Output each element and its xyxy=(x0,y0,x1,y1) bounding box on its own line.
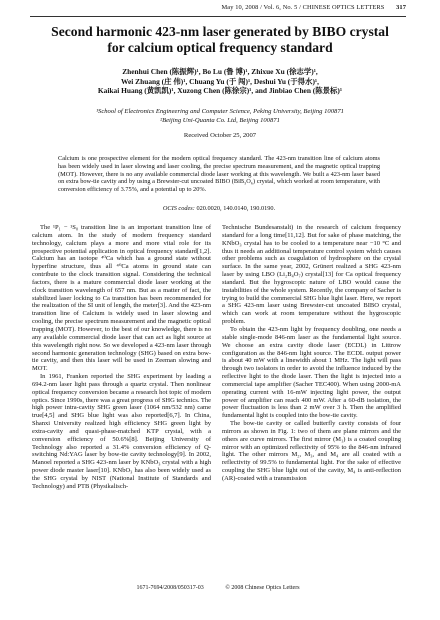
received-date: Received October 25, 2007 xyxy=(183,132,257,139)
ocis-codes xyxy=(58,205,380,213)
paragraph: Technische Bundesanstalt) in the research of calcium frequency standard for a long time[11,12]. But for sake of phase matching, the KNbO₃ crystal has to be cooled to a temperature near −10 °C and thus it needs an additional temperature control system which causes other problems such as coagulation of hydrosphere on the crystal surface. In the same year, 2002, Grünert realized a SHG 423-nm laser by using LBO (Li₂B₄O₇) crystal[13] for Ca optical frequency standard. But the hygroscopic nature of LBO would cause the instabilities of the whole system. Recently, the company of Sacher is trying to build the commercial SHG blue light laser. Here, we report a SHG 423-nm laser using Brewster-cut uncoated BIBO crystal, which can work at room temperature without the hygroscopic problem. xyxy=(222,224,401,326)
ocis-values: 020.0020, 140.0140, 190.0190. xyxy=(196,205,276,212)
page-number: 317 xyxy=(396,4,406,11)
author-line-3: Kaikai Huang (黄凯凯)¹, Xuzong Chen (陈徐宗)¹, and Jinbiao Chen (陈景标)¹ xyxy=(97,86,343,96)
running-header xyxy=(30,4,406,16)
paragraph: The bow-tie cavity or called butterfly cavity consists of four mirrors as shown in Fig. 1: two of them are plane mirrors and the others are curve mirrors. The first mirror (M₁) is a coated coupling mirror with an optimized reflectivity of 95% to the 846-nm infrared light. The other mirrors M₂, M₃, and M₄ are all coated with a reflectivity of 99.5% to fundamental light. For the sake of effective coupling the SHG blue light out of the cavity, M₄ is anti-reflection (AR)-coated with a transmission xyxy=(222,420,401,482)
paragraph: In 1961, Franken reported the SHG experiment by leading a 694.2-nm laser light pass through a quartz crystal. Then nonlinear optical frequency conversion became a research hot topic of modern optics. Since 1990s, there was a great progress of SHG technics. The high power intra-cavity SHG green laser (1064 nm/532 nm) came true[4,5] and SHG blue light was also reported[6,7]. In China, Shanxi University realized high efficiency SHG green light by extra-cavity and quasi-phase-matched KTP crystal, with a conversion efficiency of 50.6%[8]. Beijing University of Technology also reported a 31.4% conversion efficiency of Q-switching Nd:YAG laser by bow-tie cavity technology[9]. In 2002, Manoel reported a SHG 423-nm laser by KNbO₃ crystal with a high power diode master laser[10]. KNbO₃ has also been widely used as the SHG crystal by NIST (National Institute of Standards and Technology) and PTB (Physikalisch- xyxy=(32,373,211,490)
author-list xyxy=(40,67,400,96)
author-line-2: Wei Zhuang (庄 伟)¹, Chuang Yu (于 闯)¹, Deshui Yu (于得水)¹, xyxy=(121,76,319,86)
footer-code: 1671-7694/2008/050317-03 xyxy=(136,585,204,591)
paper-title xyxy=(30,24,410,56)
page-footer xyxy=(30,585,406,591)
paragraph: The ¹P₁ − ¹S₀ transition line is an important transition line of calcium atom. In the study of modern frequency standard technology, calcium plays a more and more vital role for its prospective potential application in optical frequency standard[1,2]. Calcium has an isotope ⁴⁰Ca which has a ground state without hyperfine structure, thus all ⁴⁰Ca atoms in ground state can contribute to the clock transition signal. Considering the technical factors, there is a mature commercial diode laser working at the clock transition wavelength of 657 nm. But as a matter of fact, the stabilized laser locking to Ca transition has been recommended for the realization of the SI unit of length, the meter[3]. And the 423-nm transition line of Calcium is widely used in laser slowing and cooling, the precise spectrum measurement and the magnetic optical trapping (MOT). However, to the best of our knowledge, there is no any available commercial diode laser that can act as light source at this wavelength right now. So we developed a 423-nm laser through second harmonic generation technology (SHG) based on extra bow-tie cavity, and then this laser will be used in Zeeman slowing and MOT. xyxy=(32,224,211,373)
ocis-label: OCIS codes: xyxy=(162,205,195,212)
title-line-1: Second harmonic 423-nm laser generated by BIBO crystal xyxy=(51,24,389,39)
affiliation-1: ¹School of Electronics Engineering and Computer Science, Peking University, Beijing 100871 xyxy=(96,108,344,115)
left-column xyxy=(32,224,211,491)
author-line-1: Zhenhui Chen (陈振辉)¹, Bo Lu (鲁 博)¹, Zhixue Xu (徐志学)¹, xyxy=(122,67,318,76)
abstract: Calcium is one prospective element for the modern optical frequency standard. The 423-nm transition line of calcium atoms has been widely used in laser slowing and laser cooling, the precise spectrum measurement, and the magnetic optical trapping (MOT). However, there is no any available commercial diode laser working at this wavelength. We built a 423-nm laser based on extra bow-tie cavity and by using a Brewster-cut uncoated BIBO (BiB₃O₆) crystal, which worked at room temperature, with conversion efficiency of 3.75%, and a potential up to 20%. xyxy=(58,155,380,194)
running-header-text: May 10, 2008 / Vol. 6, No. 5 / CHINESE OPTICS LETTERS xyxy=(221,4,385,11)
header-rule xyxy=(30,16,406,17)
footer-copyright: © 2008 Chinese Optics Letters xyxy=(225,585,300,591)
affiliation-2: ²Beijing Uni-Quanta Co. Ltd, Beijing 100871 xyxy=(160,117,280,124)
right-column xyxy=(222,224,401,483)
title-line-2: for calcium optical frequency standard xyxy=(107,40,333,55)
affiliations xyxy=(40,107,400,125)
paragraph: To obtain the 423-nm light by frequency doubling, one needs a stable single-mode 846-nm laser as the fundamental light source. We choose an extra cavity diode laser (ECDL) in Littrow configuration as the 846-nm light source. The ECDL output power is about 40 mW with a linewidth about 1 MHz. The light will pass through two isolators in order to avoid the influence induced by the reflective light to the diode laser. Then the light is injected into a commercial tape amplifier (Sacher TEC400). When using 2000-mA operating current with 16-mW injecting light power, the output power of amplifier can reach 400 mW. After a 60-dB isolation, the power fluctuation is less than 2 mW over 3 h. Then the amplified fundamental light is coupled into the bow-tie cavity. xyxy=(222,325,401,420)
